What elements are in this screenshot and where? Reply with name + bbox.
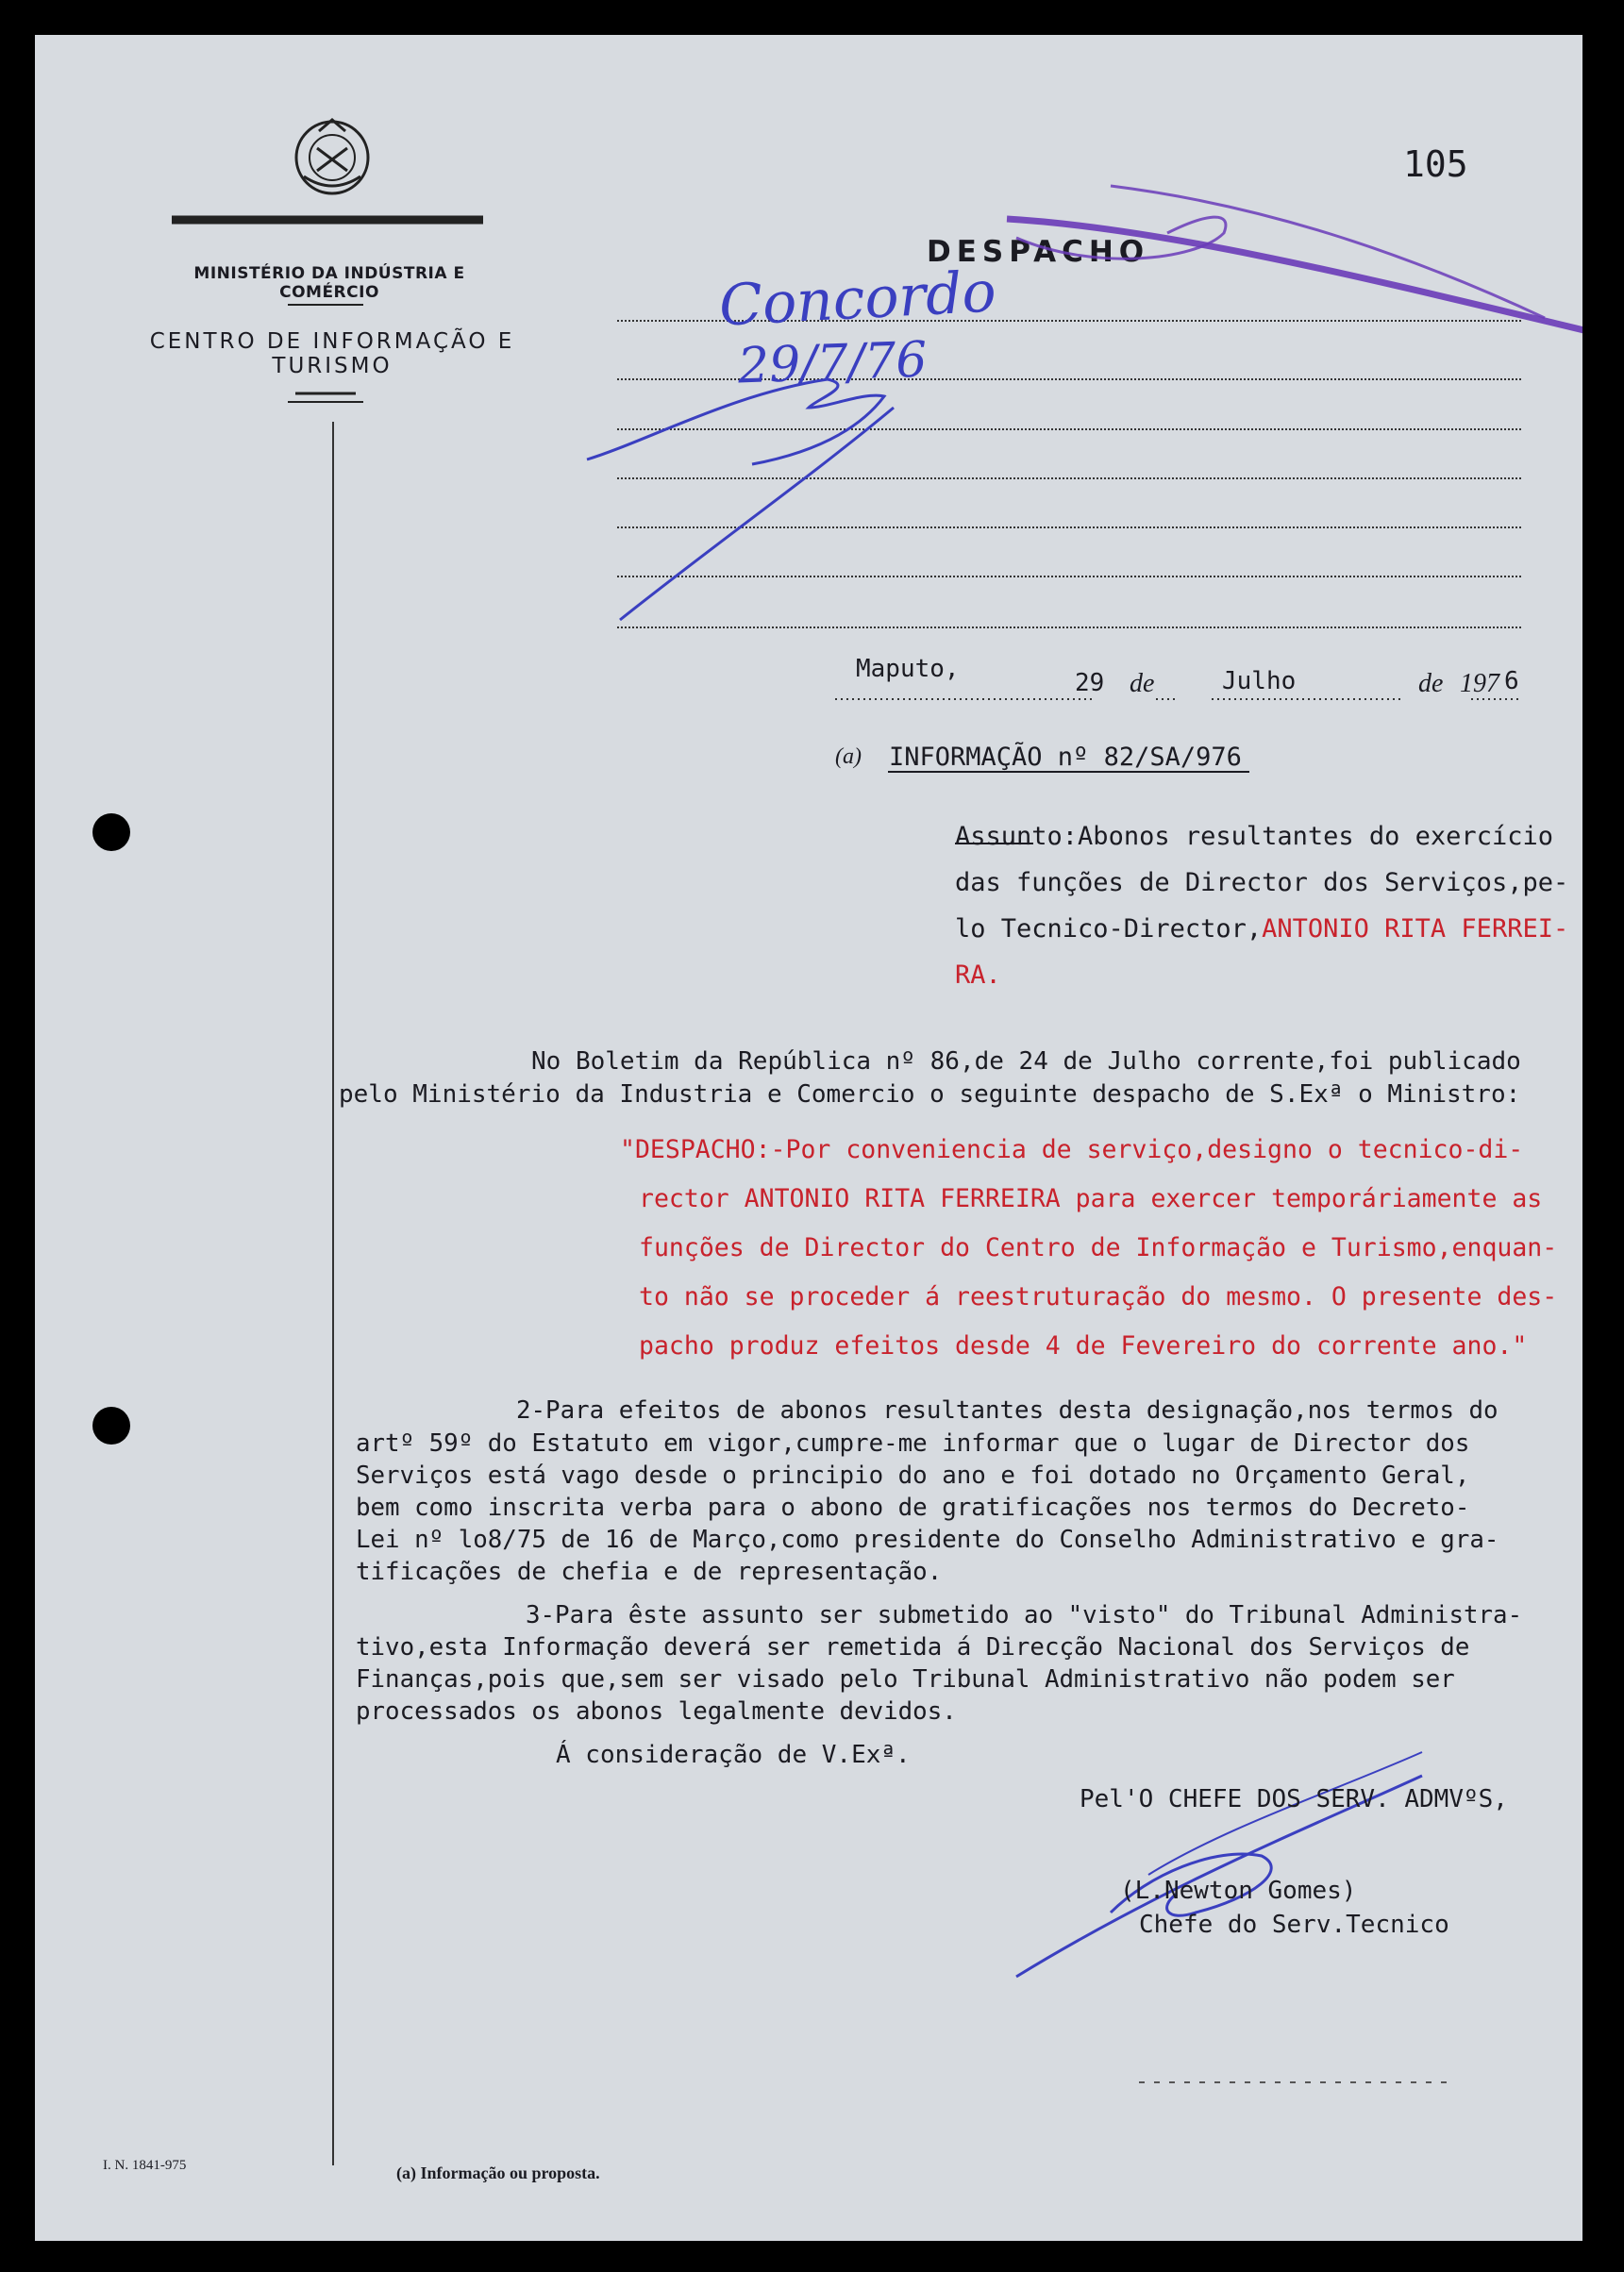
body-p2-line-5: Lei nº lo8/75 de 16 de Março,como presidente do Conselho Administrativo e gra- bbox=[356, 1526, 1499, 1554]
subject-name: ANTONIO RITA FERREI- bbox=[1262, 914, 1569, 944]
signature-name: (L.Newton Gomes) bbox=[1120, 1877, 1357, 1905]
date-year-printed: 197 bbox=[1460, 669, 1499, 698]
place-name: Maputo, bbox=[856, 655, 960, 683]
subject-text-1: :Abonos resultantes do exercício bbox=[1062, 822, 1553, 851]
quote-line-1: "DESPACHO:-Por conveniencia de serviço,designo o tecnico-di- bbox=[620, 1135, 1524, 1164]
body-p2-line-1: 2-Para efeitos de abonos resultantes desta designação,nos termos do bbox=[516, 1396, 1498, 1425]
despacho-line bbox=[617, 526, 1521, 528]
document-sheet bbox=[35, 35, 1582, 2241]
punch-hole-top bbox=[92, 813, 130, 851]
quote-line-2: rector ANTONIO RITA FERREIRA para exercer temporáriamente as bbox=[639, 1184, 1543, 1213]
punch-hole-bottom bbox=[92, 1407, 130, 1445]
subject-text-3: lo Tecnico-Director, bbox=[955, 914, 1263, 944]
ministry-name: MINISTÉRIO DA INDÚSTRIA E COMÉRCIO bbox=[193, 264, 465, 302]
despacho-line bbox=[617, 576, 1521, 577]
footer-note: (a) Informação ou proposta. bbox=[396, 2163, 600, 2182]
signature-title: Chefe do Serv.Tecnico bbox=[1139, 1911, 1449, 1939]
body-p1-line-1: No Boletim da República nº 86,de 24 de Julho corrente,foi publicado bbox=[531, 1047, 1521, 1076]
body-p3-line-4: processados os abonos legalmente devidos. bbox=[356, 1697, 957, 1726]
signature-line-1: Pel'O CHEFE DOS SERV. ADMVºS, bbox=[1080, 1785, 1508, 1813]
despacho-line bbox=[617, 477, 1521, 479]
info-ref: INFORMAÇÃO nº 82/SA/976 bbox=[889, 743, 1242, 772]
date-month: Julho bbox=[1222, 667, 1297, 695]
subject-line-2: das funções de Director dos Serviços,pe- bbox=[955, 868, 1569, 897]
info-marker: (a) bbox=[835, 744, 862, 769]
form-code: I. N. 1841-975 bbox=[103, 2158, 187, 2173]
handwritten-approval: Concordo bbox=[717, 259, 998, 340]
closing-line: Á consideração de V.Exª. bbox=[556, 1741, 911, 1769]
subject-line-1 bbox=[955, 822, 1553, 851]
body-p3-line-1: 3-Para êste assunto ser submetido ao "visto" do Tribunal Administra- bbox=[526, 1601, 1523, 1629]
body-p2-line-3: Serviços está vago desde o principio do ano e foi dotado no Orçamento Geral, bbox=[356, 1462, 1470, 1490]
body-p2-line-2: artº 59º do Estatuto em vigor,cumpre-me informar que o lugar de Director dos bbox=[356, 1429, 1470, 1458]
body-p2-line-4: bem como inscrita verba para o abono de gratificações nos termos do Decreto- bbox=[356, 1494, 1470, 1522]
quote-line-4: to não se proceder á reestruturação do mesmo. O presente des- bbox=[639, 1282, 1558, 1311]
centre-name: CENTRO DE INFORMAÇÃO E TURISMO bbox=[149, 329, 515, 378]
date-de-1: de bbox=[1130, 669, 1155, 698]
handwritten-date: 29/7/76 bbox=[737, 331, 929, 395]
despacho-title: DESPACHO bbox=[927, 235, 1150, 269]
body-p1-line-2: pelo Ministério da Industria e Comercio o seguinte despacho de S.Exª o Ministro: bbox=[339, 1080, 1521, 1109]
date-day: 29 bbox=[1075, 669, 1105, 697]
subject-label: Assunto bbox=[955, 822, 1063, 851]
page-number: 105 bbox=[1403, 143, 1468, 185]
quote-line-5: pacho produz efeitos desde 4 de Fevereiro do corrente ano." bbox=[639, 1331, 1528, 1361]
subject-line-4: RA. bbox=[955, 961, 1001, 990]
date-year-typed: 6 bbox=[1504, 667, 1519, 695]
body-p2-line-6: tificações de chefia e de representação. bbox=[356, 1558, 943, 1586]
subject-line-3 bbox=[955, 914, 1568, 944]
body-p3-line-2: tivo,esta Informação deverá ser remetida á Direcção Nacional dos Serviços de bbox=[356, 1633, 1470, 1662]
despacho-line bbox=[617, 626, 1521, 628]
quote-line-3: funções de Director do Centro de Informação e Turismo,enquan- bbox=[639, 1233, 1558, 1262]
date-de-2: de bbox=[1418, 669, 1444, 698]
body-p3-line-3: Finanças,pois que,sem ser visado pelo Tribunal Administrativo não podem ser bbox=[356, 1665, 1455, 1694]
despacho-line bbox=[617, 428, 1521, 430]
